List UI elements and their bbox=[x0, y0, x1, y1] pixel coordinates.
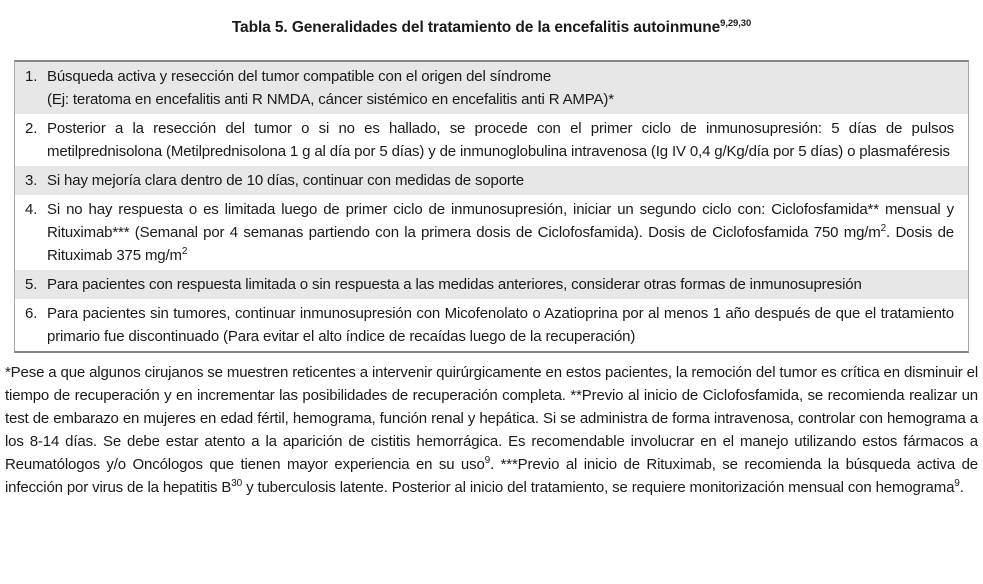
table-row bbox=[15, 270, 968, 299]
treatment-table bbox=[14, 60, 969, 353]
superscript-ref: 9 bbox=[954, 478, 960, 490]
row-text: Si hay mejoría clara dentro de 10 días, continuar con medidas de soporte bbox=[47, 172, 524, 190]
row-number: 4. bbox=[25, 201, 38, 219]
superscript-ref: 9 bbox=[484, 455, 491, 467]
table-row bbox=[15, 166, 968, 195]
superscript-ref: 9,29,30 bbox=[720, 18, 752, 29]
table-row bbox=[15, 195, 968, 270]
row-text: Posterior a la resección del tumor o si no es hallado, se procede con el primer ciclo de inmunosupresión: 5 días de pulsos metilprednisolona (Metilprednisolona 1 g al día por 5 días) y de inmunoglobulina intravenosa (Ig IV 0,4 g/Kg/día por 5 días) o plasmaféresis bbox=[47, 120, 954, 161]
row-number: 6. bbox=[25, 305, 38, 323]
superscript-ref: 2 bbox=[181, 246, 188, 258]
superscript-ref: 2 bbox=[880, 223, 887, 235]
table-row bbox=[15, 62, 968, 114]
row-text: Para pacientes con respuesta limitada o sin respuesta a las medidas anteriores, considerar otras formas de inmunosupresión bbox=[47, 276, 862, 294]
table-row bbox=[15, 299, 968, 351]
table-footnote: *Pese a que algunos cirujanos se muestren reticentes a intervenir quirúrgicamente en estos pacientes, la remoción del tumor es crítica en disminuir el tiempo de recuperación y en incrementar las posibilidades de recuperación completa. **Previo al inicio de Ciclofosfamida, se recomienda realizar un test de embarazo en mujeres en edad fértil, hemograma, función renal y hepática. Si se administra de forma intravenosa, controlar con hemograma a los 8-14 días. Se debe estar atento a la aparición de cistitis hemorrágica. Es recomendable involucrar en el manejo utilizando estos fármacos a Reumatólogos y/o Oncólogos que tienen mayor experiencia en su uso$^9$. ***Previo al inicio de Rituximab, se recomienda la búsqueda activa de infección por virus de la hepatitis $B^{30}$ y tuberculosis latente. Posterior al inicio del tratamiento, se requiere monitorización mensual con hemograma$^9$. bbox=[5, 364, 979, 497]
row-number: 2. bbox=[25, 120, 38, 138]
row-number: 3. bbox=[25, 172, 38, 190]
row-text: Búsqueda activa y resección del tumor compatible con el origen del síndrome (Ej: teratoma en encefalitis anti R NMDA, cáncer sistémico en encefalitis anti R AMPA)* bbox=[47, 68, 614, 109]
page-title: Tabla 5. Generalidades del tratamiento de la encefalitis autoinmune$^{9,29,30}$ bbox=[231, 18, 752, 37]
row-text: Si no hay respuesta o es limitada luego de primer ciclo de inmunosupresión, iniciar un segundo ciclo con: Ciclofosfamida** mensual y Rituximab*** (Semanal por 4 semanas partiendo con la primera dosis de Ciclofosfamida). Dosis de Ciclofosfamida 750 $mg/m^2$. Dosis de Rituximab 375 $mg/m^2$ bbox=[47, 201, 954, 265]
row-number: 5. bbox=[25, 276, 38, 294]
table-row bbox=[15, 114, 968, 166]
superscript-ref: 30 bbox=[231, 478, 243, 490]
row-number: 1. bbox=[25, 68, 38, 86]
row-text: Para pacientes sin tumores, continuar inmunosupresión con Micofenolato o Azatioprina por al menos 1 año después de que el tratamiento primario fue discontinuado (Para evitar el alto índice de recaídas luego de la recuperación) bbox=[47, 305, 954, 346]
